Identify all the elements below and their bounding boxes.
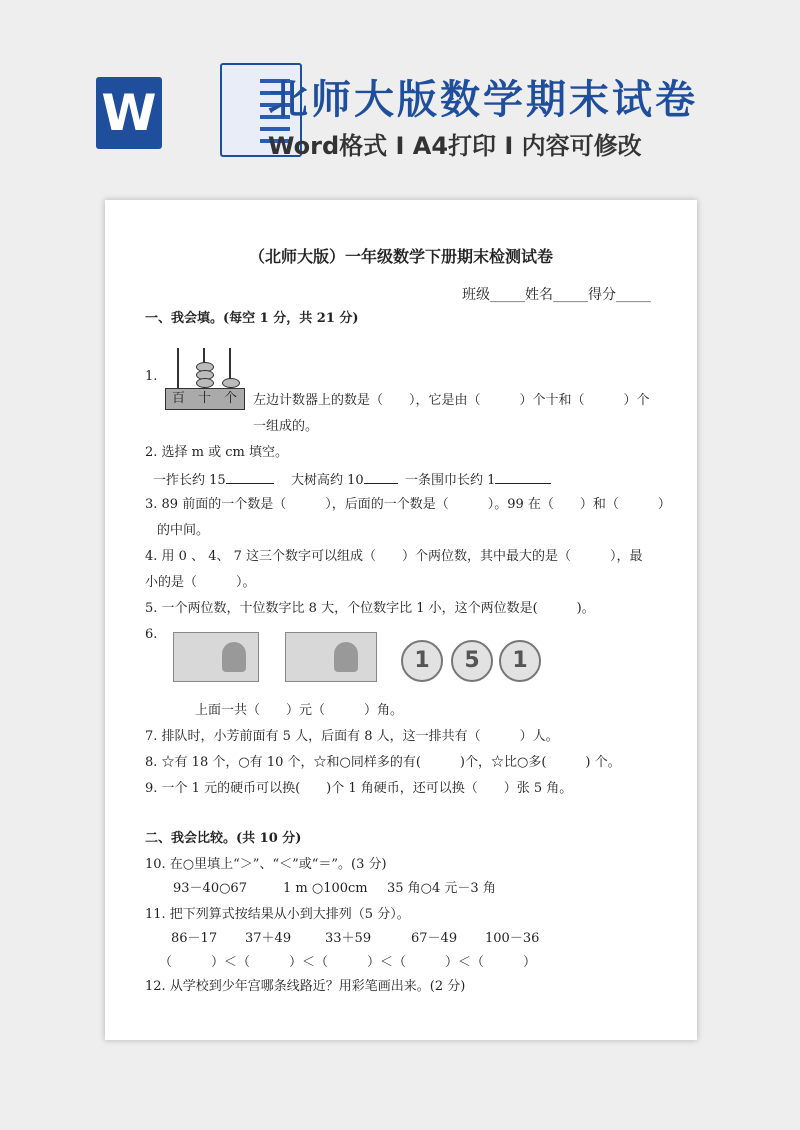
abacus-label-tens: 十	[198, 391, 212, 406]
two-jiao-note-image	[285, 632, 377, 682]
q2-item-c: 一条围巾长约 1	[405, 470, 551, 490]
q1-text: 左边计数器上的数是（ ），它是由（ ）个十和（ ）个	[253, 393, 650, 408]
q11-expr-3: 33＋59	[325, 931, 372, 946]
q11-expr-1: 86－17	[171, 931, 218, 946]
answer-blank[interactable]	[495, 470, 551, 484]
abacus-bead	[196, 378, 214, 388]
student-info-line: 班级_____姓名_____得分_____	[462, 287, 651, 303]
abacus-label-hundreds: 百	[172, 391, 186, 406]
q10-item-a: 93－40○67	[173, 881, 247, 896]
five-yuan-note-image	[173, 632, 259, 682]
banner-title: 北师大版数学期末试卷	[268, 77, 698, 123]
word-letter: W	[96, 77, 162, 149]
section-1-heading: 一、我会填。(每空 1 分，共 21 分)	[145, 311, 359, 326]
q3-text: 3. 89 前面的一个数是（ ），后面的一个数是（ ）。99 在（ ）和（ ）	[145, 497, 671, 512]
q1-number: 1.	[145, 369, 158, 384]
q2-item-a: 一拃长约 15	[153, 470, 274, 490]
q10-item-b: 1 m ○100cm	[283, 881, 368, 896]
paper-title: （北师大版）一年级数学下册期末检测试卷	[248, 247, 553, 266]
q12-text: 12. 从学校到少年宫哪条线路近？用彩笔画出来。(2 分)	[145, 979, 466, 994]
coin-five-jiao: 5	[451, 640, 493, 682]
q11-order-blanks[interactable]: （ ）＜（ ）＜（ ）＜（ ）＜（ ）	[159, 955, 537, 970]
abacus-image	[165, 348, 245, 408]
q10-text: 10. 在○里填上“＞”、“＜”或“＝”。(3 分)	[145, 857, 387, 872]
q11-expr-4: 67－49	[411, 931, 458, 946]
q2-item-b: 大树高约 10	[291, 470, 398, 490]
q1-text-cont: 一组成的。	[253, 419, 319, 434]
coin-one-yuan: 1	[499, 640, 541, 682]
q7-text: 7. 排队时，小芳前面有 5 人，后面有 8 人，这一排共有（ ）人。	[145, 729, 559, 744]
answer-blank[interactable]	[226, 470, 274, 484]
banner-subtitle: Word格式 I A4打印 I 内容可修改	[268, 132, 642, 160]
answer-blank[interactable]	[364, 470, 398, 484]
exam-paper	[105, 200, 697, 1040]
q5-text: 5. 一个两位数，十位数字比 8 大，个位数字比 1 小，这个两位数是( )。	[145, 601, 595, 616]
q11-expr-5: 100－36	[485, 931, 540, 946]
coin-one-jiao: 1	[401, 640, 443, 682]
q3-text-cont: 的中间。	[157, 523, 210, 538]
q8-text: 8. ☆有 18 个，○有 10 个，☆和○同样多的有( )个，☆比○多( ) 个。	[145, 755, 621, 770]
q9-text: 9. 一个 1 元的硬币可以换( )个 1 角硬币，还可以换（ ）张 5 角。	[145, 781, 573, 796]
abacus-bead	[222, 378, 240, 388]
q4-text: 4. 用 0 、 4、 7 这三个数字可以组成（ ）个两位数，其中最大的是（ ），最	[145, 549, 643, 564]
word-icon	[96, 55, 208, 165]
q11-text: 11. 把下列算式按结果从小到大排列（5 分）。	[145, 907, 410, 922]
q6-number: 6.	[145, 627, 158, 642]
q2-text: 2. 选择 m 或 cm 填空。	[145, 445, 289, 460]
q4-text-cont: 小的是（ ）。	[145, 575, 256, 590]
header-banner	[0, 0, 800, 200]
q11-expr-2: 37＋49	[245, 931, 292, 946]
q6-text: 上面一共（ ）元（ ）角。	[195, 703, 404, 718]
abacus-label-ones: 个	[224, 391, 238, 406]
q10-item-c: 35 角○4 元－3 角	[387, 881, 496, 896]
section-2-heading: 二、我会比较。(共 10 分)	[145, 831, 302, 846]
